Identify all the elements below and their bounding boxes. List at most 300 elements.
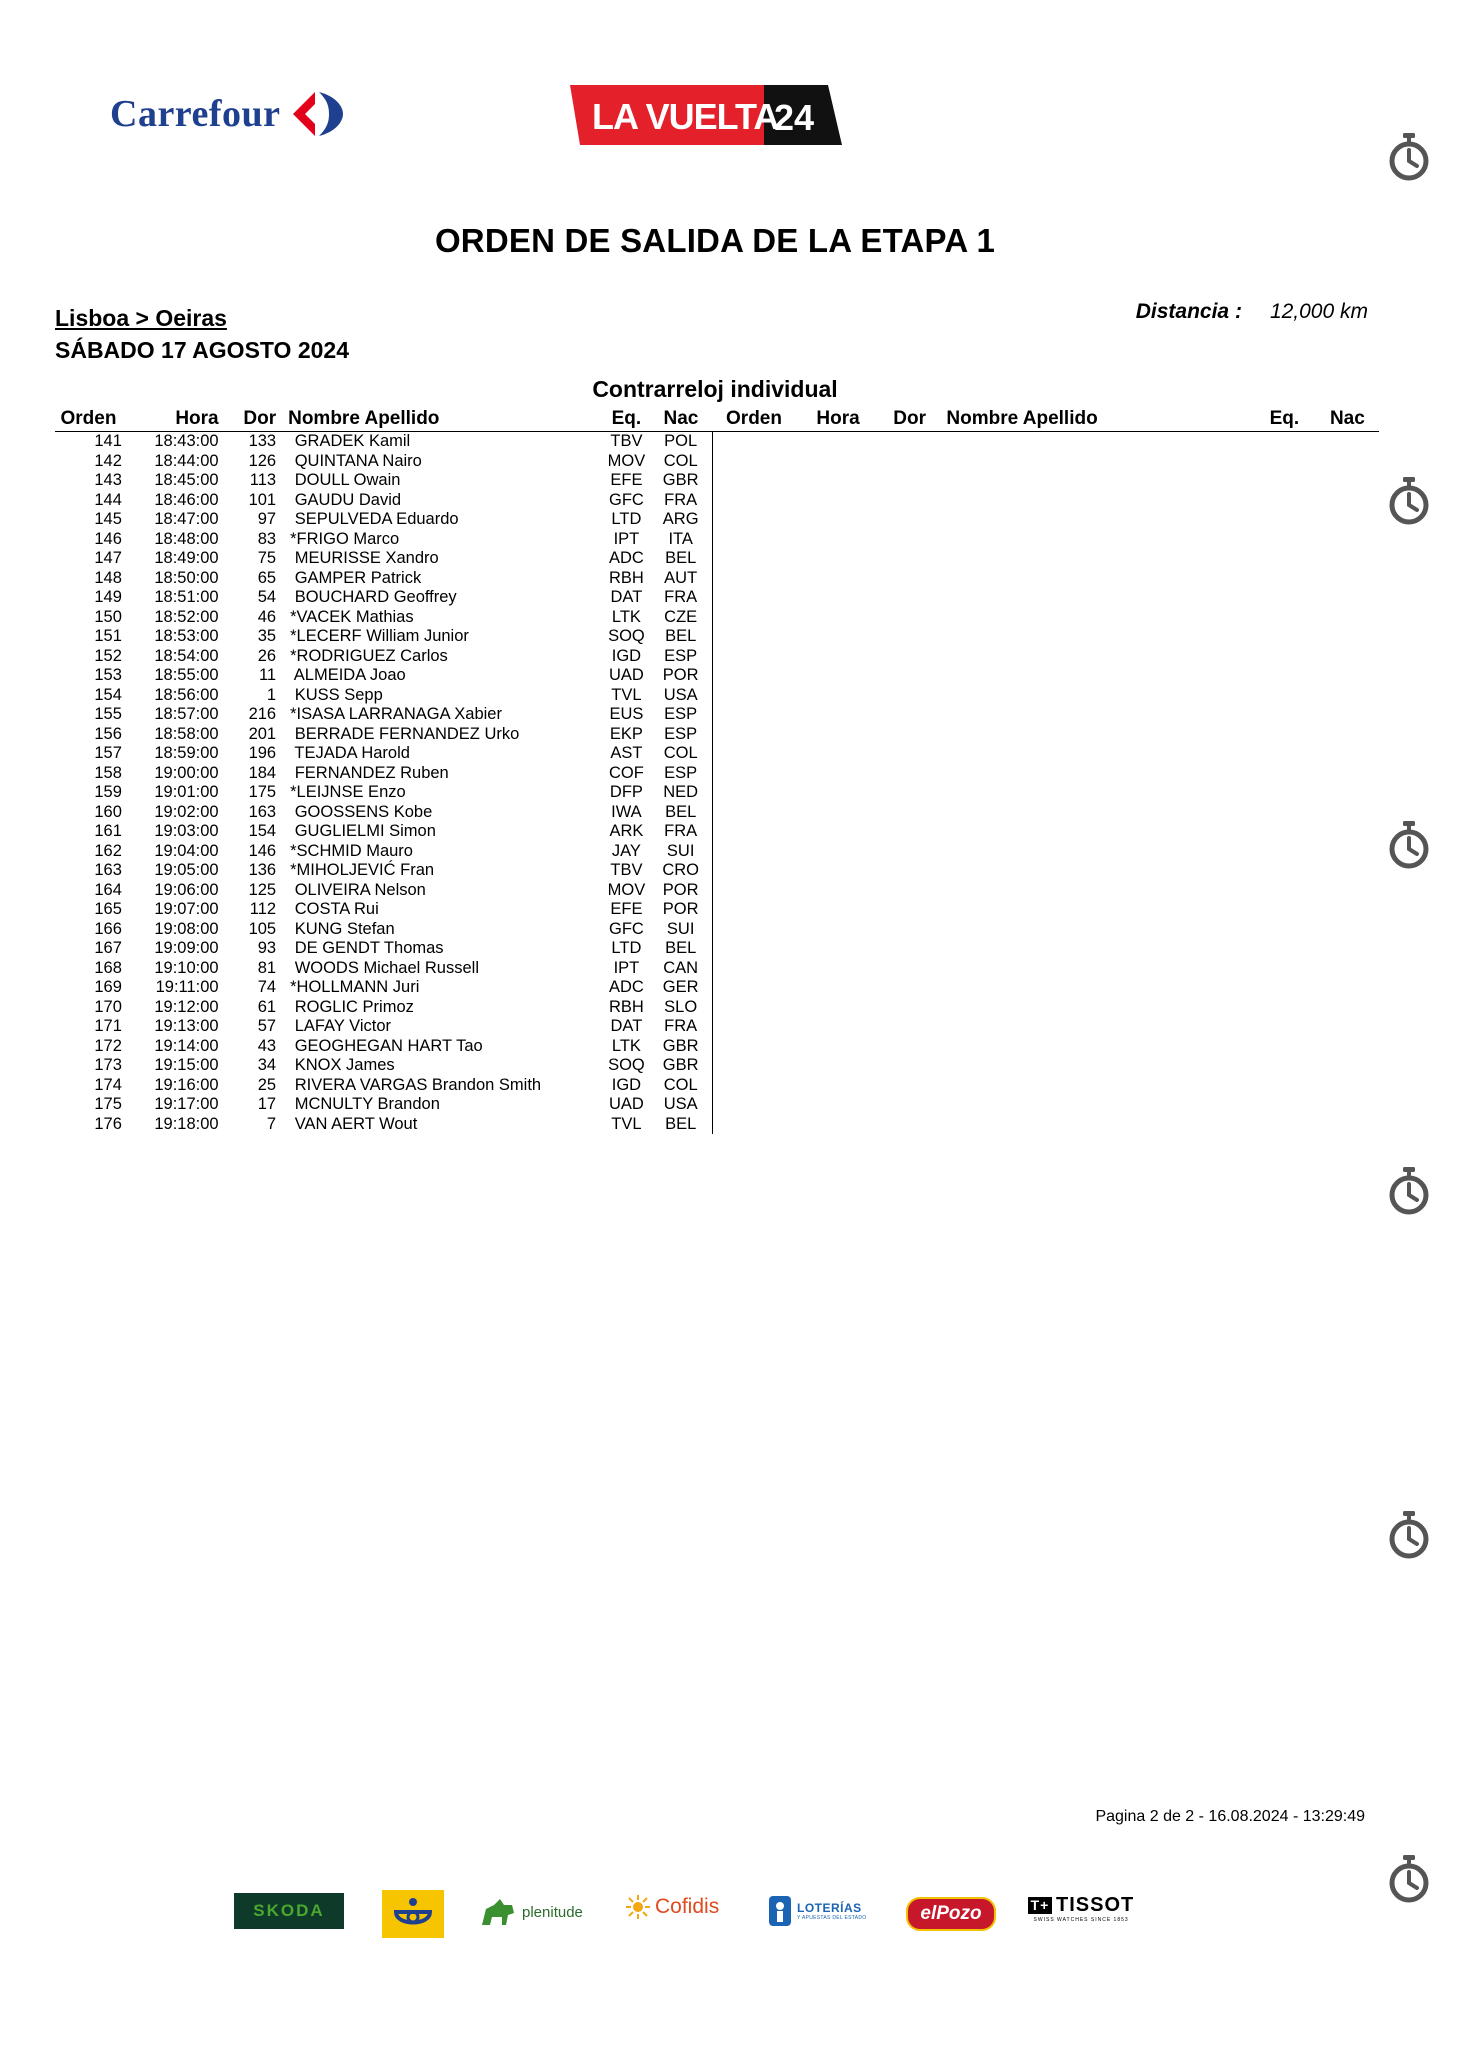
- empty-cell: [881, 627, 939, 647]
- empty-cell: [713, 1037, 795, 1057]
- cell-orden: 156: [94, 724, 122, 743]
- empty-cell: [938, 686, 1253, 706]
- cell-equipo: EFE: [610, 900, 643, 918]
- cell-equipo: TBV: [610, 432, 643, 450]
- carrefour-wordmark: Carrefour: [110, 93, 281, 135]
- empty-cell: [1316, 744, 1379, 764]
- cell-orden: 157: [94, 744, 122, 762]
- table-row: [55, 569, 1379, 589]
- empty-cell: [881, 978, 939, 998]
- empty-cell: [881, 588, 939, 608]
- col-header: Nombre Apellido: [938, 406, 1253, 432]
- cell-hora: 18:57:00: [154, 705, 219, 723]
- cell-equipo: IGD: [611, 646, 642, 665]
- cell-nacionalidad: AUT: [649, 569, 713, 589]
- loterias-text: LOTERÍAS: [797, 1901, 862, 1915]
- empty-cell: [1316, 530, 1379, 550]
- cell-nombre: KUSS Sepp: [290, 685, 383, 704]
- cell-dorsal: 101: [248, 490, 277, 509]
- empty-cell: [881, 1056, 939, 1076]
- empty-cell: [1316, 978, 1379, 998]
- empty-cell: [938, 744, 1253, 764]
- cell-orden: 160: [94, 802, 122, 821]
- cell-orden: 141: [94, 432, 122, 450]
- cell-dorsal: 43: [257, 1036, 277, 1055]
- empty-cell: [938, 939, 1253, 959]
- cell-nombre: ALMEIDA Joao: [290, 666, 406, 684]
- cell-nacionalidad: COL: [649, 744, 713, 764]
- empty-cell: [1253, 881, 1316, 901]
- empty-cell: [1316, 900, 1379, 920]
- col-header: Dor: [219, 406, 277, 432]
- empty-cell: [1253, 686, 1316, 706]
- empty-cell: [881, 452, 939, 472]
- empty-cell: [713, 939, 795, 959]
- empty-cell: [713, 803, 795, 823]
- cell-nombre: BOUCHARD Geoffrey: [290, 588, 457, 606]
- cell-orden: 142: [94, 451, 122, 470]
- cell-nombre: OLIVEIRA Nelson: [290, 880, 426, 899]
- cell-equipo: SOQ: [608, 627, 645, 645]
- empty-cell: [1316, 764, 1379, 784]
- empty-cell: [713, 998, 795, 1018]
- table-row: [55, 705, 1379, 725]
- cell-dorsal: 26: [257, 646, 277, 665]
- tissot-logo: [1028, 1894, 1134, 1923]
- cell-nombre: BERRADE FERNANDEZ Urko: [290, 724, 520, 743]
- cell-nombre: GUGLIELMI Simon: [290, 822, 436, 840]
- cell-nombre: DOULL Owain: [290, 471, 401, 489]
- cell-orden: 172: [94, 1036, 122, 1055]
- cell-equipo: DAT: [610, 1017, 643, 1035]
- table-row: [55, 998, 1379, 1018]
- table-row: [55, 744, 1379, 764]
- cell-nombre: GEOGHEGAN HART Tao: [290, 1036, 483, 1055]
- empty-cell: [1253, 1076, 1316, 1096]
- cell-dorsal: 196: [248, 744, 277, 762]
- cell-equipo: MOV: [607, 451, 646, 470]
- empty-cell: [795, 1056, 881, 1076]
- cell-orden: 166: [94, 919, 122, 938]
- empty-cell: [881, 530, 939, 550]
- cell-nombre: *LEIJNSE Enzo: [290, 783, 406, 801]
- cell-nacionalidad: POR: [649, 666, 713, 686]
- cell-orden: 144: [94, 490, 122, 509]
- empty-cell: [1316, 861, 1379, 881]
- cell-nombre: KUNG Stefan: [290, 919, 395, 938]
- cell-nacionalidad: GBR: [649, 1056, 713, 1076]
- cell-nombre: *HOLLMANN Juri: [290, 978, 420, 996]
- cell-nacionalidad: COL: [649, 452, 713, 472]
- empty-cell: [713, 764, 795, 784]
- cell-nombre: *RODRIGUEZ Carlos: [290, 646, 448, 665]
- col-header: Nac: [649, 406, 713, 432]
- empty-cell: [938, 998, 1253, 1018]
- stage-type: Contrarreloj individual: [592, 376, 838, 402]
- empty-cell: [881, 900, 939, 920]
- empty-cell: [713, 608, 795, 628]
- cell-equipo: EFE: [610, 471, 643, 489]
- cell-orden: 175: [94, 1095, 122, 1113]
- cell-hora: 19:05:00: [154, 861, 219, 879]
- empty-cell: [881, 666, 939, 686]
- empty-cell: [1316, 452, 1379, 472]
- empty-cell: [795, 920, 881, 940]
- cell-dorsal: 74: [257, 978, 277, 996]
- empty-cell: [713, 549, 795, 569]
- cell-nombre: *MIHOLJEVIĆ Fran: [290, 861, 435, 879]
- col-header: Dor: [881, 406, 939, 432]
- empty-cell: [1316, 998, 1379, 1018]
- col-header: Eq.: [1253, 406, 1316, 432]
- cell-equipo: IPT: [613, 958, 640, 977]
- empty-cell: [795, 471, 881, 491]
- cell-equipo: DAT: [610, 588, 643, 606]
- cell-nombre: QUINTANA Nairo: [290, 451, 422, 470]
- cell-orden: 153: [94, 666, 122, 684]
- empty-cell: [1316, 647, 1379, 667]
- cell-nombre: LAFAY Victor: [290, 1017, 391, 1035]
- cell-orden: 169: [94, 978, 122, 996]
- empty-cell: [1253, 959, 1316, 979]
- table-row: [55, 491, 1379, 511]
- empty-cell: [795, 1037, 881, 1057]
- empty-cell: [1316, 549, 1379, 569]
- empty-cell: [795, 783, 881, 803]
- empty-cell: [881, 1095, 939, 1115]
- cell-nombre: WOODS Michael Russell: [290, 958, 479, 977]
- empty-cell: [1316, 608, 1379, 628]
- cell-nacionalidad: SUI: [649, 842, 713, 862]
- empty-cell: [881, 608, 939, 628]
- cell-nacionalidad: ESP: [649, 705, 713, 725]
- empty-cell: [881, 920, 939, 940]
- empty-cell: [881, 803, 939, 823]
- empty-cell: [1316, 627, 1379, 647]
- cell-nacionalidad: CAN: [649, 959, 713, 979]
- cell-hora: 18:55:00: [154, 666, 219, 684]
- cell-hora: 19:03:00: [154, 822, 219, 840]
- cell-nacionalidad: POR: [649, 881, 713, 901]
- cell-equipo: TVL: [611, 1114, 642, 1133]
- cell-orden: 150: [94, 607, 122, 626]
- cell-nacionalidad: BEL: [649, 803, 713, 823]
- empty-cell: [795, 627, 881, 647]
- cell-hora: 18:53:00: [154, 627, 219, 645]
- cell-nombre: MEURISSE Xandro: [290, 549, 439, 567]
- empty-cell: [713, 1076, 795, 1096]
- empty-cell: [938, 530, 1253, 550]
- empty-cell: [1316, 686, 1379, 706]
- stopwatch-icon: [1387, 820, 1431, 875]
- table-row: [55, 1095, 1379, 1115]
- empty-cell: [1316, 842, 1379, 862]
- empty-cell: [881, 705, 939, 725]
- cell-equipo: JAY: [611, 841, 641, 860]
- cell-nacionalidad: CZE: [649, 608, 713, 628]
- empty-cell: [938, 978, 1253, 998]
- empty-cell: [881, 998, 939, 1018]
- cell-hora: 19:08:00: [154, 919, 219, 938]
- empty-cell: [795, 1095, 881, 1115]
- empty-cell: [795, 881, 881, 901]
- empty-cell: [881, 1037, 939, 1057]
- cell-equipo: UAD: [608, 666, 644, 684]
- empty-cell: [1253, 939, 1316, 959]
- empty-cell: [795, 530, 881, 550]
- empty-cell: [713, 1115, 795, 1135]
- empty-cell: [938, 627, 1253, 647]
- cell-dorsal: 81: [257, 958, 277, 977]
- table-row: [55, 1115, 1379, 1135]
- empty-cell: [1316, 588, 1379, 608]
- table-row: [55, 471, 1379, 491]
- cell-nacionalidad: ARG: [649, 510, 713, 530]
- empty-cell: [1253, 471, 1316, 491]
- empty-cell: [1316, 803, 1379, 823]
- empty-cell: [795, 803, 881, 823]
- cell-nacionalidad: GER: [649, 978, 713, 998]
- empty-cell: [938, 881, 1253, 901]
- cell-nacionalidad: BEL: [649, 627, 713, 647]
- empty-cell: [881, 491, 939, 511]
- cell-nombre: RIVERA VARGAS Brandon Smith: [290, 1075, 542, 1094]
- cell-equipo: EKP: [609, 724, 643, 743]
- cell-nacionalidad: USA: [649, 1095, 713, 1115]
- empty-cell: [1253, 588, 1316, 608]
- empty-cell: [1316, 432, 1379, 452]
- empty-cell: [881, 432, 939, 452]
- empty-cell: [795, 1017, 881, 1037]
- empty-cell: [1316, 959, 1379, 979]
- empty-cell: [1253, 549, 1316, 569]
- stopwatch-icon: [1387, 1510, 1431, 1565]
- cell-hora: 19:15:00: [154, 1056, 219, 1074]
- stage-route: Lisboa > Oeiras: [55, 305, 227, 331]
- cell-hora: 19:02:00: [154, 802, 219, 821]
- empty-cell: [881, 959, 939, 979]
- cell-orden: 167: [94, 939, 122, 957]
- cell-equipo: GFC: [608, 919, 644, 938]
- cell-nombre: TEJADA Harold: [290, 744, 410, 762]
- empty-cell: [713, 1095, 795, 1115]
- plenitude-text: plenitude: [522, 1903, 583, 1921]
- empty-cell: [938, 861, 1253, 881]
- col-header: Nombre Apellido: [276, 406, 604, 432]
- cell-orden: 168: [94, 958, 122, 977]
- cell-orden: 164: [94, 880, 122, 899]
- empty-cell: [713, 861, 795, 881]
- empty-cell: [1253, 725, 1316, 745]
- cell-orden: 176: [94, 1114, 122, 1133]
- empty-cell: [1253, 705, 1316, 725]
- empty-cell: [1253, 608, 1316, 628]
- empty-cell: [938, 783, 1253, 803]
- table-row: [55, 920, 1379, 940]
- empty-cell: [1253, 1017, 1316, 1037]
- table-row: [55, 978, 1379, 998]
- cell-equipo: LTK: [611, 607, 641, 626]
- empty-cell: [881, 647, 939, 667]
- loterias-logo: [768, 1895, 866, 1927]
- cell-nombre: *SCHMID Mauro: [290, 841, 413, 860]
- cell-hora: 19:13:00: [154, 1017, 219, 1035]
- empty-cell: [881, 764, 939, 784]
- empty-cell: [713, 627, 795, 647]
- cell-nombre: MCNULTY Brandon: [290, 1095, 440, 1113]
- cell-nombre: KNOX James: [290, 1056, 395, 1074]
- empty-cell: [1316, 881, 1379, 901]
- cell-nombre: DE GENDT Thomas: [290, 939, 444, 957]
- cell-hora: 18:44:00: [154, 451, 219, 470]
- empty-cell: [713, 783, 795, 803]
- empty-cell: [713, 725, 795, 745]
- empty-cell: [1253, 978, 1316, 998]
- empty-cell: [1316, 1076, 1379, 1096]
- empty-cell: [795, 1076, 881, 1096]
- empty-cell: [1253, 666, 1316, 686]
- cell-dorsal: 125: [248, 880, 277, 899]
- table-row: [55, 822, 1379, 842]
- tissot-subtext: SWISS WATCHES SINCE 1853: [1033, 1917, 1129, 1923]
- cell-nacionalidad: BEL: [649, 939, 713, 959]
- cell-equipo: AST: [610, 744, 643, 762]
- col-header: Hora: [122, 406, 219, 432]
- cell-equipo: SOQ: [608, 1056, 645, 1074]
- empty-cell: [938, 1076, 1253, 1096]
- table-row: [55, 432, 1379, 452]
- empty-cell: [795, 569, 881, 589]
- cell-hora: 18:51:00: [154, 588, 219, 606]
- empty-cell: [713, 432, 795, 452]
- cell-orden: 161: [94, 822, 122, 840]
- cell-dorsal: 57: [257, 1017, 277, 1035]
- table-row: [55, 1056, 1379, 1076]
- start-order-table: [55, 406, 1379, 1134]
- empty-cell: [1316, 1017, 1379, 1037]
- empty-cell: [795, 491, 881, 511]
- empty-cell: [938, 471, 1253, 491]
- empty-cell: [1253, 530, 1316, 550]
- cell-orden: 170: [94, 997, 122, 1016]
- cell-nacionalidad: NED: [649, 783, 713, 803]
- stopwatch-icon: [1387, 1166, 1431, 1221]
- cell-hora: 19:09:00: [154, 939, 219, 957]
- cell-dorsal: 184: [248, 763, 277, 782]
- empty-cell: [713, 959, 795, 979]
- empty-cell: [713, 530, 795, 550]
- empty-cell: [713, 822, 795, 842]
- empty-cell: [938, 588, 1253, 608]
- table-row: [55, 1017, 1379, 1037]
- empty-cell: [938, 764, 1253, 784]
- tissot-text: TISSOT: [1056, 1894, 1135, 1916]
- cell-equipo: ARK: [609, 822, 644, 840]
- table-row: [55, 608, 1379, 628]
- empty-cell: [795, 705, 881, 725]
- table-row: [55, 1037, 1379, 1057]
- empty-cell: [795, 959, 881, 979]
- empty-cell: [938, 1095, 1253, 1115]
- empty-cell: [881, 744, 939, 764]
- table-row: [55, 530, 1379, 550]
- cell-nacionalidad: ITA: [649, 530, 713, 550]
- cell-equipo: LTD: [611, 939, 642, 957]
- cell-equipo: IWA: [611, 802, 642, 821]
- table-row: [55, 627, 1379, 647]
- empty-cell: [1253, 803, 1316, 823]
- empty-cell: [1316, 1056, 1379, 1076]
- cell-orden: 149: [94, 588, 122, 606]
- page-title: ORDEN DE SALIDA DE LA ETAPA 1: [434, 222, 996, 259]
- cell-nacionalidad: SLO: [649, 998, 713, 1018]
- empty-cell: [713, 569, 795, 589]
- empty-cell: [795, 647, 881, 667]
- cell-nombre: SEPULVEDA Eduardo: [290, 510, 459, 528]
- cell-dorsal: 83: [257, 529, 277, 548]
- table-row: [55, 861, 1379, 881]
- cell-orden: 174: [94, 1075, 122, 1094]
- empty-cell: [1316, 510, 1379, 530]
- stopwatch-icon: [1387, 1854, 1431, 1909]
- empty-cell: [795, 939, 881, 959]
- empty-cell: [881, 510, 939, 530]
- empty-cell: [713, 491, 795, 511]
- cell-hora: 19:16:00: [154, 1075, 219, 1094]
- cell-hora: 19:10:00: [154, 958, 219, 977]
- post-horn-icon: [390, 1896, 436, 1932]
- cell-nombre: GRADEK Kamil: [290, 432, 411, 450]
- empty-cell: [881, 725, 939, 745]
- empty-cell: [938, 1056, 1253, 1076]
- empty-cell: [1253, 1095, 1316, 1115]
- cell-orden: 162: [94, 841, 122, 860]
- empty-cell: [1253, 822, 1316, 842]
- table-row: [55, 881, 1379, 901]
- empty-cell: [1316, 725, 1379, 745]
- cell-dorsal: 105: [248, 919, 277, 938]
- col-header: Nac: [1316, 406, 1379, 432]
- cell-nacionalidad: USA: [649, 686, 713, 706]
- empty-cell: [1316, 1037, 1379, 1057]
- empty-cell: [1253, 744, 1316, 764]
- cell-equipo: ADC: [608, 978, 644, 996]
- cell-equipo: UAD: [608, 1095, 644, 1113]
- empty-cell: [713, 842, 795, 862]
- empty-cell: [713, 686, 795, 706]
- cell-hora: 18:58:00: [154, 724, 219, 743]
- cell-hora: 18:59:00: [154, 744, 219, 762]
- cell-nacionalidad: GBR: [649, 1037, 713, 1057]
- empty-cell: [881, 783, 939, 803]
- empty-cell: [1316, 1095, 1379, 1115]
- cell-orden: 173: [94, 1056, 122, 1074]
- table-row: [55, 1076, 1379, 1096]
- table-header-row: [55, 406, 1379, 432]
- empty-cell: [795, 842, 881, 862]
- empty-cell: [713, 1017, 795, 1037]
- cell-dorsal: 154: [248, 822, 277, 840]
- empty-cell: [938, 705, 1253, 725]
- empty-cell: [938, 1115, 1253, 1135]
- stopwatch-icon: [1387, 476, 1431, 531]
- cell-hora: 18:48:00: [154, 529, 219, 548]
- cofidis-text: Cofidis: [655, 1895, 720, 1918]
- cell-equipo: IGD: [611, 1075, 642, 1094]
- empty-cell: [881, 569, 939, 589]
- empty-cell: [795, 1115, 881, 1135]
- empty-cell: [938, 666, 1253, 686]
